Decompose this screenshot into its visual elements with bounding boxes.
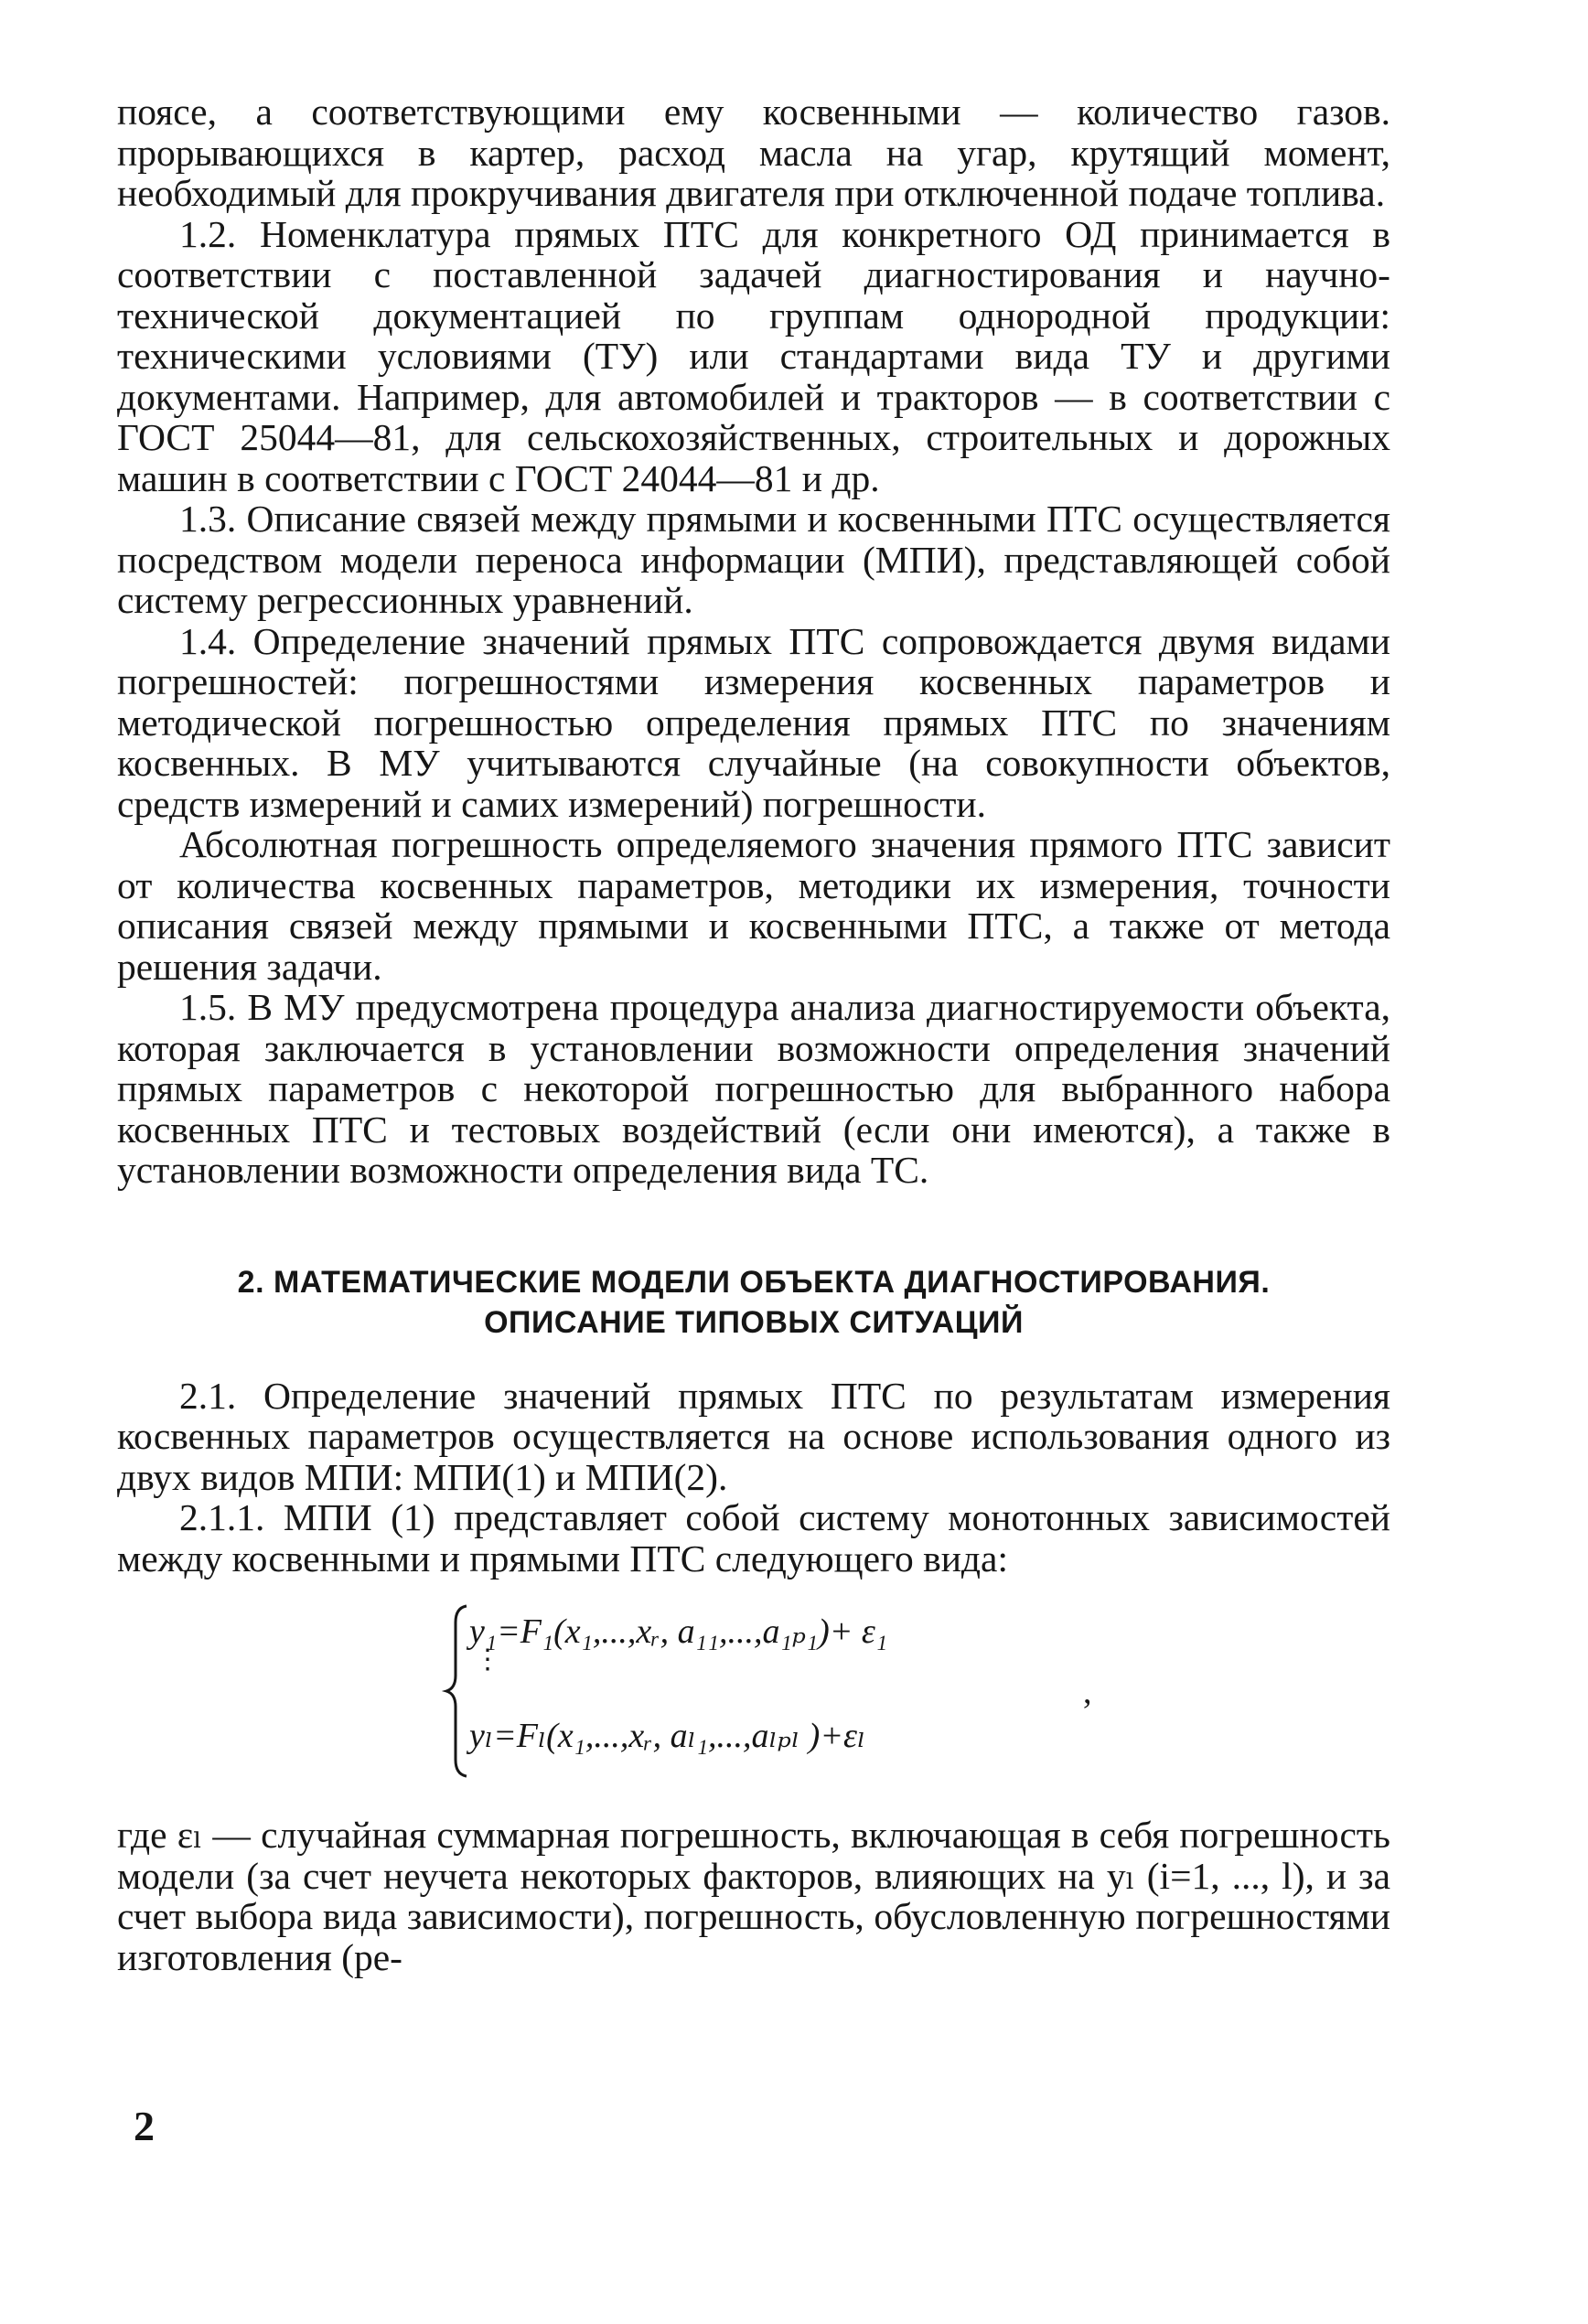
equation-comma: ,	[1083, 1673, 1092, 1711]
section-heading-line-2: ОПИСАНИЕ ТИПОВЫХ СИТУАЦИЙ	[484, 1304, 1024, 1340]
paragraph-1-3: 1.3. Описание связей между прямыми и косвенными ПТС осуществляется посредством модели переноса информации (МПИ), представляющей собой систему регрессионных уравнений.	[117, 498, 1390, 621]
vertical-dots: ⋮	[474, 1644, 501, 1675]
paragraph-1-5: 1.5. В МУ предусмотрена процедура анализа диагностируемости объекта, которая заключается в установлении возможности определения значений прямых параметров с некоторой погрешностью для выбранного набора косвенных ПТС и тестовых воздействий (если они имеются), а также в установлении возможности определения вида ТС.	[117, 986, 1390, 1191]
section-heading-line-1: 2. МАТЕМАТИЧЕСКИЕ МОДЕЛИ ОБЪЕКТА ДИАГНОСТИРОВАНИЯ.	[237, 1264, 1271, 1300]
paragraph-1-4: 1.4. Определение значений прямых ПТС сопровождается двумя видами погрешностей: погрешностями измерения косвенных параметров и методической погрешностью определения прямых ПТС по значениям косвенных. В МУ учитываются случайные (на совокупности объектов, средств измерений и самих измерений) погрешности.	[117, 619, 1390, 825]
equation-line-l: yₗ=Fₗ(x₁,...,xᵣ, aₗ₁,...,aₗₚₗ )+εₗ	[469, 1717, 866, 1755]
paragraph-2-1-1: 2.1.1. МПИ (1) представляет собой систему монотонных зависимостей между косвенными и прямыми ПТС следующего вида:	[117, 1496, 1390, 1580]
paragraph-continuation: поясе, а соответствующими ему косвенными — количество газов. прорывающихся в картер, расход масла на угар, крутящий момент, необходимый для прокручивания двигателя при отключенной подаче топлива.	[117, 91, 1390, 214]
paragraph-1-2: 1.2. Номенклатура прямых ПТС для конкретного ОД принимается в соответствии с поставленной задачей диагностирования и научно-технической документацией по группам однородной продукции: техническими условиями (ТУ) или стандартами вида ТУ и другими документами. Например, для автомобилей и тракторов — в соответствии с ГОСТ 25044—81, для сельскохозяйственных, строительных и дорожных машин в соответствии с ГОСТ 24044—81 и др.	[117, 212, 1390, 499]
page-content	[117, 91, 1390, 1977]
page-number: 2	[134, 2103, 155, 2149]
equation-system	[117, 1595, 1390, 1787]
equation-line-1: y₁=F₁(x₁,...,xᵣ, a₁₁,...,a₁ₚ₁)+ ε₁	[469, 1612, 888, 1651]
paragraph-absolute-error: Абсолютная погрешность определяемого значения прямого ПТС зависит от количества косвенных параметров, методики их измерения, точности описания связей между прямыми и косвенными ПТС, а также от метода решения задачи.	[117, 823, 1390, 988]
paragraph-where: где εₗ — случайная суммарная погрешность, включающая в себя погрешность модели (за счет неучета некоторых факторов, влияющих на yₗ (i=1, ..., l), и за счет выбора вида зависимости), погрешность, обусловленную погрешностями изготовления (ре-	[117, 1814, 1390, 1978]
paragraph-2-1: 2.1. Определение значений прямых ПТС по результатам измерения косвенных параметров осуществляется на основе использования одного из двух видов МПИ: МПИ(1) и МПИ(2).	[117, 1374, 1390, 1498]
section-heading	[117, 1262, 1390, 1343]
